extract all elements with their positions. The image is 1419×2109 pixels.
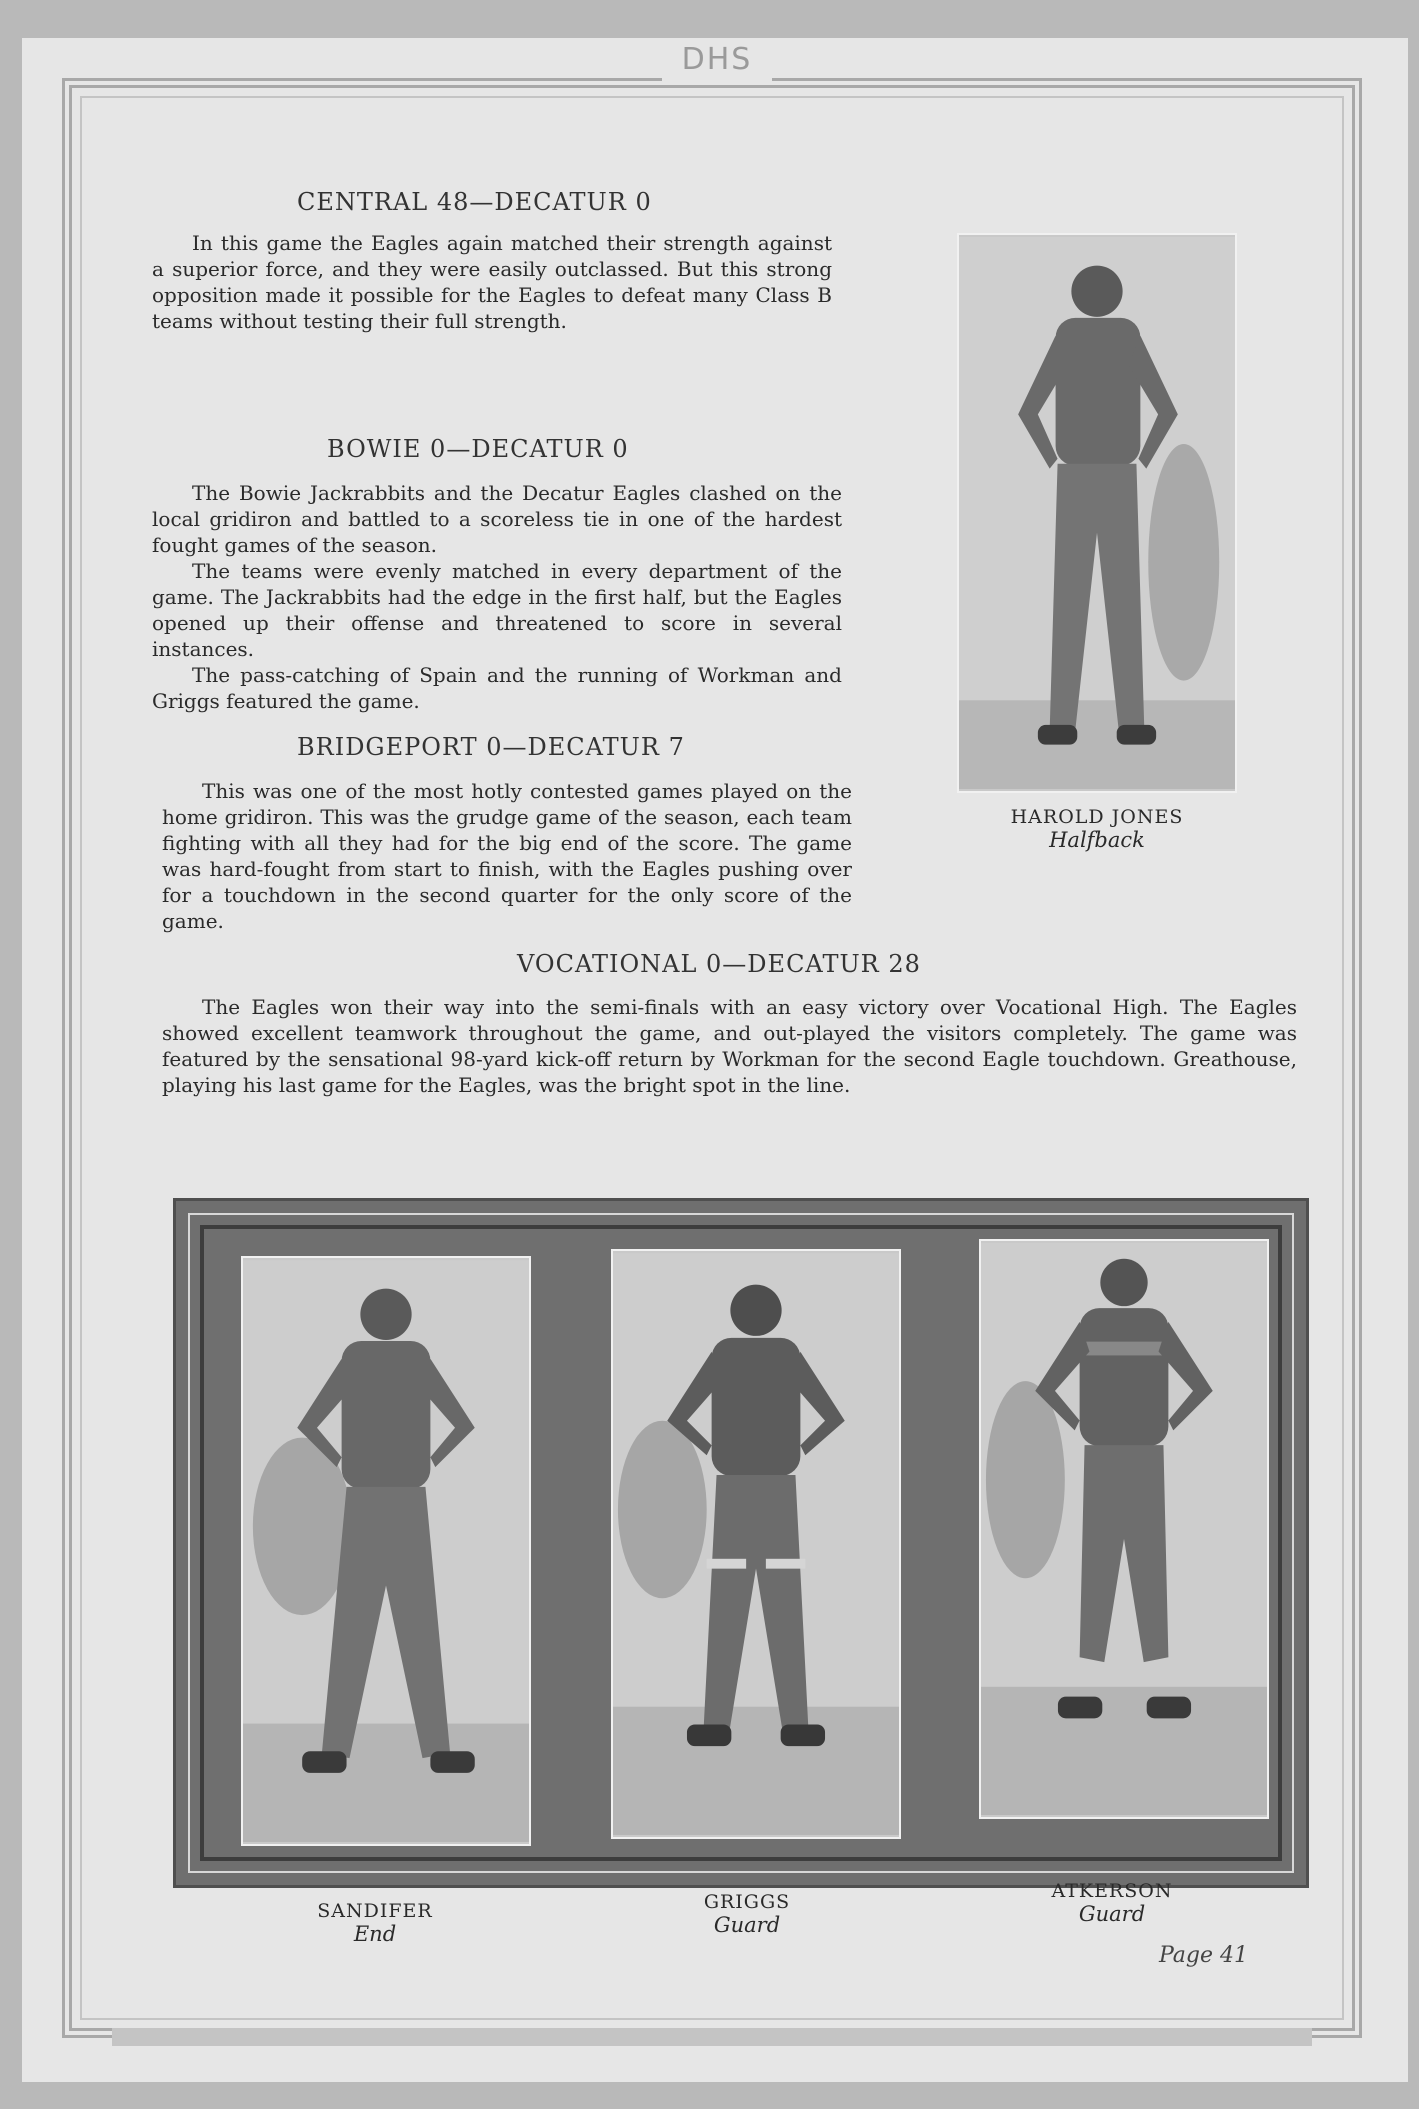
caption-atkerson xyxy=(982,1880,1242,1926)
group-photo-panel xyxy=(173,1198,1309,1888)
player-name: GRIGGS xyxy=(703,1891,791,1913)
section-title-vocational: VOCATIONAL 0—DECATUR 28 xyxy=(517,950,921,978)
paragraph-bowie-3: The pass-catching of Spain and the running of Workman and Griggs featured the game. xyxy=(152,663,842,713)
paragraph-bridgeport: This was one of the most hotly contested games played on the home gridiron. This was the grudge game of the season, each team fighting with all they had for the big end of the score. The game was hard-fought from start to finish, with the Eagles pushing over for a touchdown in the second quarter for the only score of the game. xyxy=(162,779,852,933)
player-figure-icon xyxy=(243,1258,529,1844)
player-position: End xyxy=(353,1922,397,1946)
player-position: Halfback xyxy=(1049,828,1145,852)
player-figure-icon xyxy=(981,1241,1267,1817)
page-number: Page 41 xyxy=(1158,1943,1248,1968)
player-name: ATKERSON xyxy=(1051,1880,1173,1902)
section-title-bridgeport: BRIDGEPORT 0—DECATUR 7 xyxy=(297,733,685,761)
section-title-bowie: BOWIE 0—DECATUR 0 xyxy=(327,435,629,463)
player-name: SANDIFER xyxy=(317,1900,433,1922)
player-figure-icon xyxy=(613,1251,899,1837)
photo-sandifer xyxy=(241,1256,531,1846)
player-figure-icon xyxy=(959,235,1235,791)
school-emblem: DHS xyxy=(662,38,772,82)
player-position: Guard xyxy=(713,1913,781,1937)
paragraph-central: In this game the Eagles again matched their strength against a superior force, and they were easily outclassed. But this strong opposition made it possible for the Eagles to defeat many Class B teams without testing their full strength. xyxy=(152,231,832,333)
paragraph-bowie-2: The teams were evenly matched in every department of the game. The Jackrabbits had the edge in the first half, but the Eagles opened up their offense and threatened to score in several instances. xyxy=(152,559,842,661)
caption-harold-jones xyxy=(967,806,1227,852)
photo-atkerson xyxy=(979,1239,1269,1819)
page-content xyxy=(127,188,1307,1988)
caption-griggs xyxy=(617,1891,877,1937)
player-name: HAROLD JONES xyxy=(1010,806,1184,828)
paragraph-bowie-1: The Bowie Jackrabbits and the Decatur Eagles clashed on the local gridiron and battled to a scoreless tie in one of the hardest fought games of the season. xyxy=(152,481,842,557)
player-position: Guard xyxy=(1078,1902,1146,1926)
photo-griggs xyxy=(611,1249,901,1839)
yearbook-page xyxy=(22,38,1408,2082)
section-title-central: CENTRAL 48—DECATUR 0 xyxy=(297,188,652,216)
paragraph-vocational: The Eagles won their way into the semi-finals with an easy victory over Vocational High. The Eagles showed excellent teamwork throughout the game, and out-played the visitors completely. The game was featured by the sensational 98-yard kick-off return by Workman for the second Eagle touchdown. Greathouse, playing his last game for the Eagles, was the bright spot in the line. xyxy=(162,995,1297,1097)
photo-harold-jones xyxy=(957,233,1237,793)
caption-sandifer xyxy=(245,1900,505,1946)
footer-band xyxy=(112,2028,1312,2046)
